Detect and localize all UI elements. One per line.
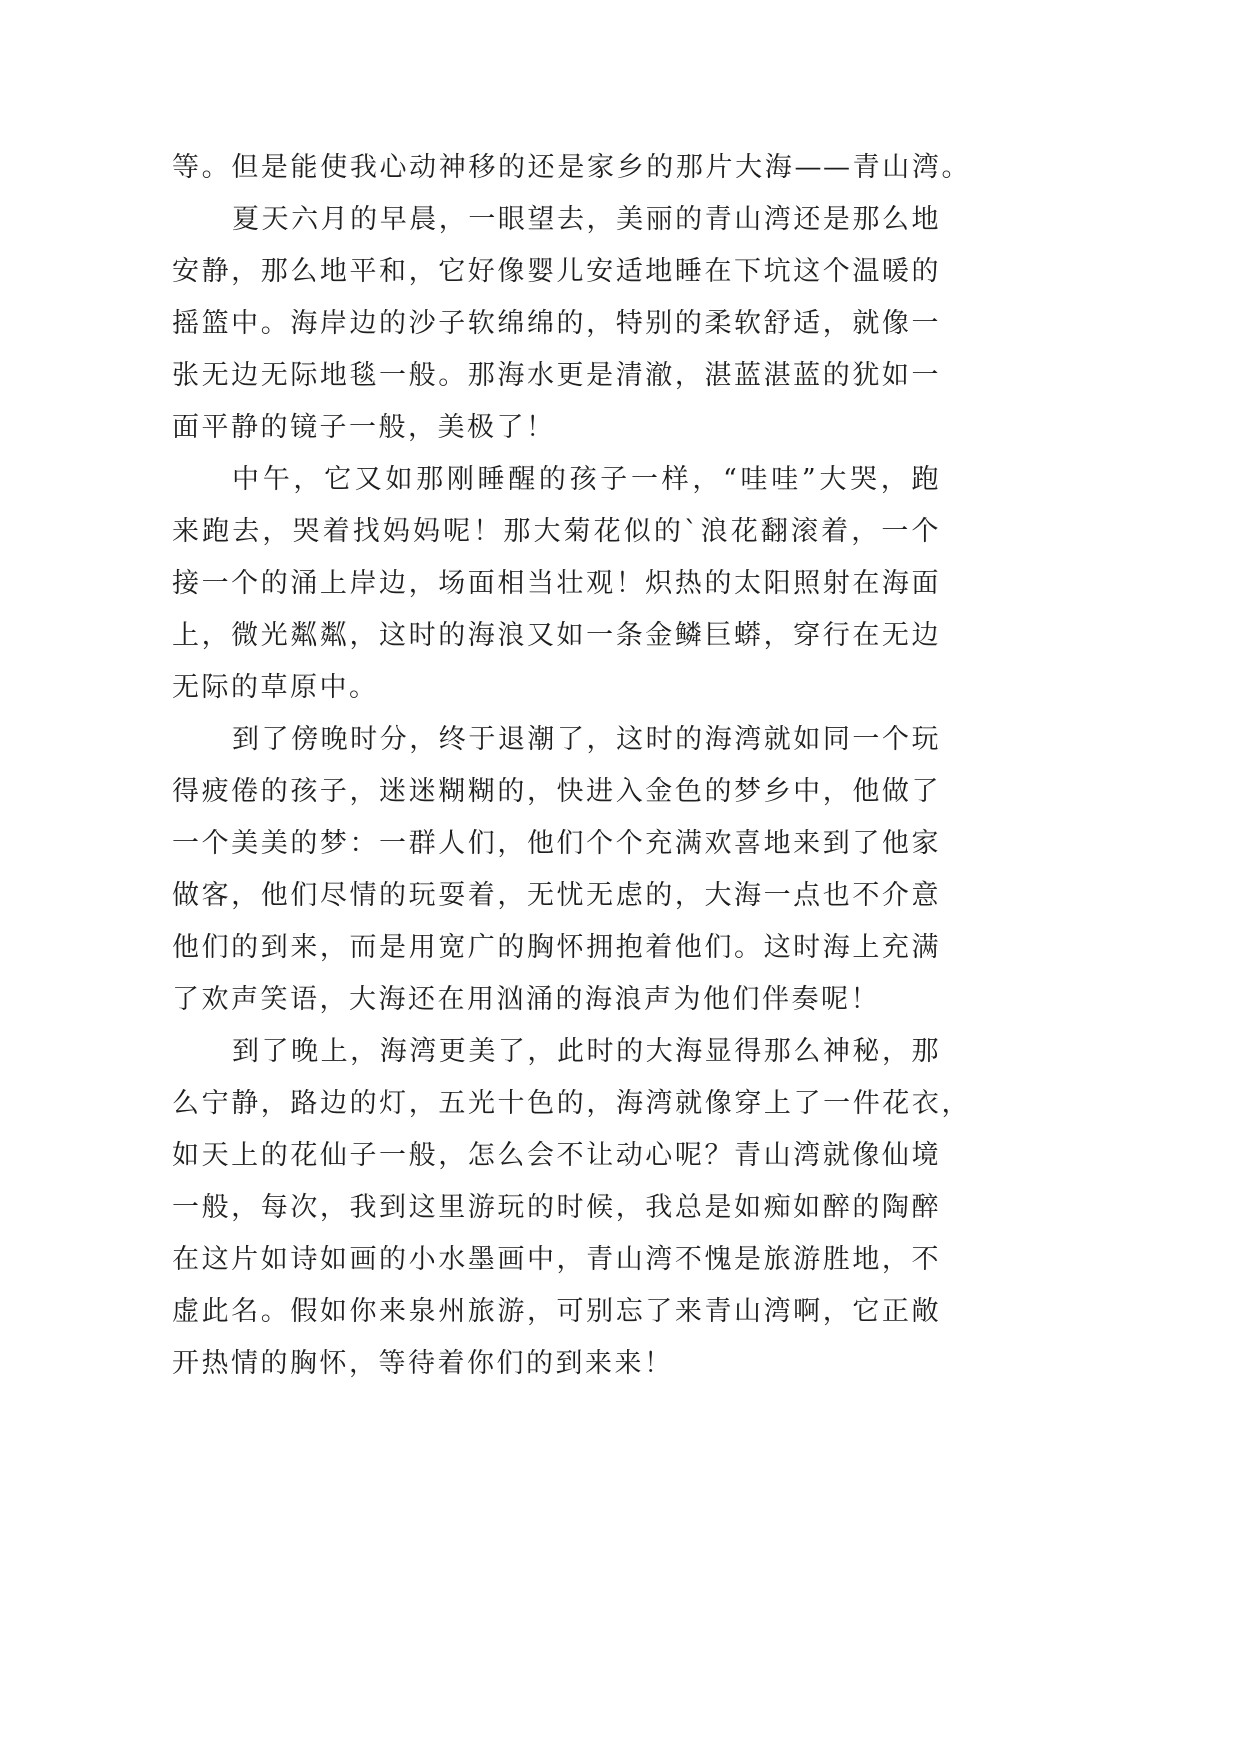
text-line: 一般，每次，我到这里游玩的时候，我总是如痴如醉的陶醉	[172, 1192, 940, 1223]
text-line: 了欢声笑语，大海还在用汹涌的海浪声为他们伴奏呢！	[172, 984, 880, 1015]
paragraph	[172, 194, 970, 454]
paragraph	[172, 454, 970, 714]
text-line: 么宁静，路边的灯，五光十色的，海湾就像穿上了一件花衣，	[172, 1088, 970, 1119]
text-line: 在这片如诗如画的小水墨画中，青山湾不愧是旅游胜地，不	[172, 1244, 940, 1275]
paragraph	[172, 714, 970, 1026]
text-line: 到了晚上，海湾更美了，此时的大海显得那么神秘，那	[232, 1036, 940, 1067]
text-line: 夏天六月的早晨，一眼望去，美丽的青山湾还是那么地	[232, 204, 940, 235]
text-line: 无际的草原中。	[172, 672, 379, 703]
text-line: 来跑去，哭着找妈妈呢！那大菊花似的`浪花翻滚着，一个	[172, 516, 940, 547]
text-line: 上，微光粼粼，这时的海浪又如一条金鳞巨蟒，穿行在无边	[172, 620, 940, 651]
text-line: 虚此名。假如你来泉州旅游，可别忘了来青山湾啊，它正敞	[172, 1296, 940, 1327]
text-line: 到了傍晚时分，终于退潮了，这时的海湾就如同一个玩	[232, 724, 940, 755]
text-line: 做客，他们尽情的玩耍着，无忧无虑的，大海一点也不介意	[172, 880, 940, 911]
paragraph	[172, 1026, 970, 1390]
text-line: 等。但是能使我心动神移的还是家乡的那片大海——青山湾。	[172, 152, 970, 183]
paragraph	[172, 142, 970, 194]
text-line: 中午，它又如那刚睡醒的孩子一样，“哇哇”大哭，跑	[232, 464, 940, 495]
text-line: 张无边无际地毯一般。那海水更是清澈，湛蓝湛蓝的犹如一	[172, 360, 940, 391]
text-line: 如天上的花仙子一般，怎么会不让动心呢？青山湾就像仙境	[172, 1140, 940, 1171]
text-line: 接一个的涌上岸边，场面相当壮观！炽热的太阳照射在海面	[172, 568, 940, 599]
text-line: 他们的到来，而是用宽广的胸怀拥抱着他们。这时海上充满	[172, 932, 940, 963]
text-line: 得疲倦的孩子，迷迷糊糊的，快进入金色的梦乡中，他做了	[172, 776, 940, 807]
text-line: 面平静的镜子一般，美极了！	[172, 412, 556, 443]
text-line: 一个美美的梦：一群人们，他们个个充满欢喜地来到了他家	[172, 828, 940, 859]
text-line: 安静，那么地平和，它好像婴儿安适地睡在下坑这个温暖的	[172, 256, 940, 287]
text-line: 摇篮中。海岸边的沙子软绵绵的，特别的柔软舒适，就像一	[172, 308, 940, 339]
body-text	[172, 142, 970, 1390]
text-line: 开热情的胸怀，等待着你们的到来来！	[172, 1348, 674, 1379]
